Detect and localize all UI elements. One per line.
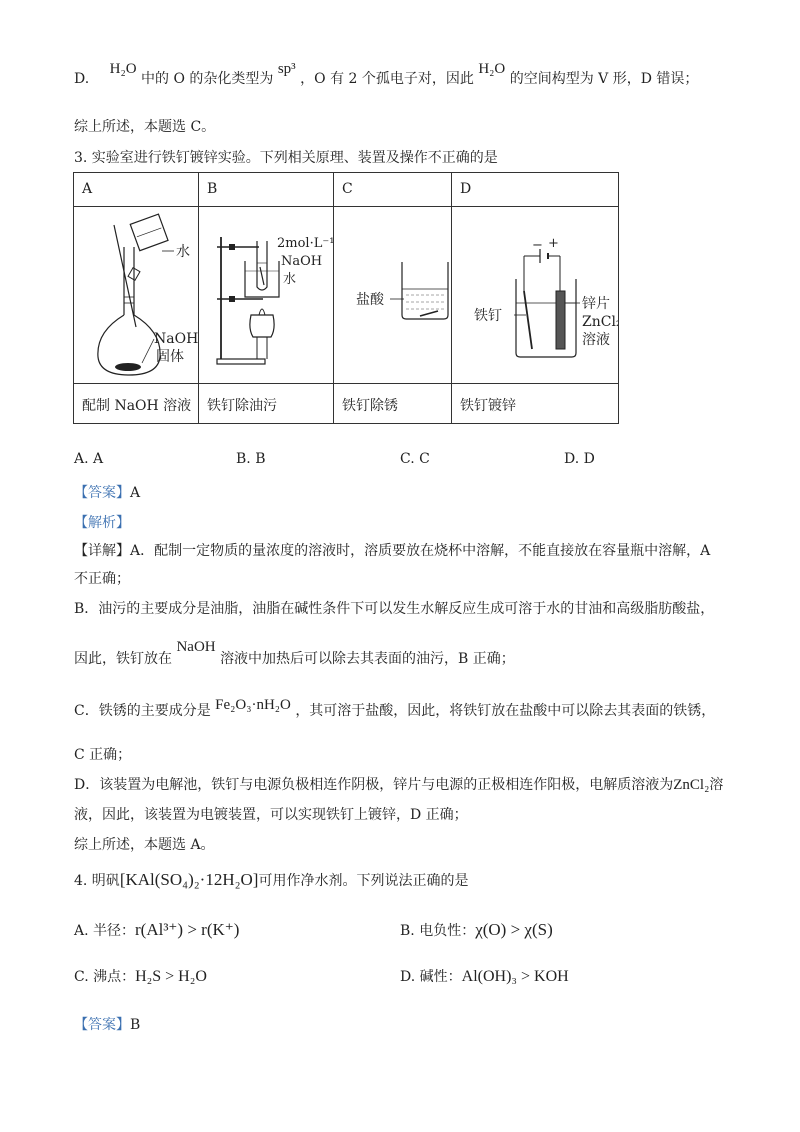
- label-solid: 固体: [156, 349, 184, 365]
- stand-base: [217, 359, 265, 364]
- q4-option-b: B. 电负性：χ(O) > χ(S): [400, 920, 553, 939]
- header-b: B: [199, 173, 334, 207]
- electroplating-diagram: [452, 207, 618, 379]
- label-acid: 盐酸: [356, 292, 384, 308]
- water-beaker: [245, 261, 279, 297]
- q3-stem: 3. 实验室进行铁钉镀锌实验。下列相关原理、装置及操作不正确的是: [74, 150, 498, 166]
- q3-detail-d2: 液，因此，该装置为电镀装置，可以实现铁钉上镀锌，D 正确；: [74, 807, 468, 823]
- pouring-beaker: [130, 214, 168, 251]
- acid-beaker: [402, 262, 448, 319]
- naoh-solid: [115, 363, 141, 371]
- caption-b: 铁钉除油污: [199, 384, 334, 424]
- caption-d: 铁钉镀锌: [452, 384, 619, 424]
- label-concentration: 2mol·L⁻¹: [277, 236, 333, 251]
- glass-rod: [114, 225, 136, 327]
- q3-detail-b2: 因此，铁钉放在 NaOH 溶液中加热后可以除去其表面的油污，B 正确；: [74, 639, 515, 667]
- iron-nail-d: [524, 291, 532, 349]
- experiment-table: [73, 172, 619, 424]
- q3-analysis-tag: 【解析】: [74, 515, 130, 531]
- label-zncl2: ZnCl₂: [582, 314, 618, 330]
- answer-tag: 【答案】: [74, 485, 130, 501]
- diagram-b: [199, 207, 334, 384]
- q3-detail-b1: B．油污的主要成分是油脂，油脂在碱性条件下可以发生水解反应生成可溶于水的甘油和高级脂肪酸盐，: [74, 601, 715, 617]
- q3-detail-d1: D．该装置为电解池，铁钉与电源负极相连作阴极，锌片与电源的正极相连作阳极，电解质溶液为ZnCl₂溶: [74, 777, 724, 793]
- label-solution: 溶液: [582, 332, 610, 348]
- q3-detail-a2: 不正确；: [74, 571, 130, 587]
- header-d: D: [452, 173, 619, 207]
- q3-detail-c1: C．铁锈的主要成分是 Fe₂O₃·nH₂O ，其可溶于盐酸，因此，将铁钉放在盐酸中可以除去其表面的铁锈，: [74, 697, 716, 719]
- label-zinc: 锌片: [582, 296, 610, 312]
- q3-option-c: C. C: [400, 451, 430, 467]
- table-header-row: [74, 173, 619, 207]
- label-naoh-b: NaOH: [281, 254, 323, 269]
- q4-answer: 【答案】B: [74, 1017, 141, 1033]
- label-plus: +: [548, 236, 559, 251]
- header-c: C: [334, 173, 452, 207]
- h2o-formula: H₂O: [109, 61, 137, 77]
- q3-detail-c2: C 正确；: [74, 747, 132, 763]
- q4-option-c: C. 沸点：H₂S > H₂O: [74, 968, 207, 985]
- diagram-a: [74, 207, 199, 384]
- q3-option-b: B. B: [236, 451, 266, 467]
- test-tube: [257, 241, 267, 290]
- zncl2-formula: ZnCl₂: [673, 777, 710, 793]
- label-minus: −: [532, 238, 543, 253]
- table-diagram-row: [74, 207, 619, 384]
- volumetric-flask-diagram: [74, 207, 198, 379]
- prev-summary: 综上所述，本题选 C。: [74, 119, 216, 135]
- acid-beaker-diagram: [334, 207, 451, 379]
- label-water: 水: [176, 244, 190, 260]
- q4-stem: 4. 明矾[KAl(SO₄)₂·12H₂O]可用作净水剂。下列说法正确的是: [74, 870, 469, 889]
- prev-d-line: D. H₂O 中的 O 的杂化类型为 sp³ ，O 有 2 个孤电子对，因此 H₂O 的空间构型为 V 形，D 错误；: [74, 61, 699, 87]
- alum-formula: [KAl(SO₄)₂·12H₂O]: [119, 870, 259, 889]
- q3-summary: 综上所述，本题选 A。: [74, 837, 215, 853]
- diagram-c: [334, 207, 452, 384]
- q4-option-d: D. 碱性：Al(OH)₃ > KOH: [400, 968, 569, 985]
- diagram-d: [452, 207, 619, 384]
- label-water-b: 水: [283, 272, 297, 287]
- q3-detail-a: 【详解】A．配制一定物质的量浓度的溶液时，溶质要放在烧杯中溶解，不能直接放在容量瓶中溶解，A: [74, 543, 711, 559]
- plating-beaker: [516, 279, 576, 357]
- label-nail: 铁钉: [474, 308, 502, 324]
- q3-option-a: A. A: [74, 451, 104, 467]
- q3-option-d: D. D: [564, 451, 595, 467]
- alcohol-burner: [250, 315, 274, 337]
- sp3-formula: sp³: [277, 61, 296, 77]
- rust-formula: Fe₂O₃·nH₂O: [215, 697, 291, 713]
- q4-option-a: A. 半径：r(Al³⁺) > r(K⁺): [74, 920, 240, 939]
- label-naoh: NaOH: [154, 331, 198, 347]
- caption-c: 铁钉除锈: [334, 384, 452, 424]
- naoh-formula: NaOH: [176, 639, 216, 655]
- water-bath-diagram: [199, 207, 333, 379]
- table-caption-row: [74, 384, 619, 424]
- h2o-formula-2: H₂O: [478, 61, 506, 77]
- caption-a: 配制 NaOH 溶液: [74, 384, 199, 424]
- iron-nail-c: [420, 311, 438, 316]
- q3-answer: 【答案】A: [74, 485, 141, 501]
- header-a: A: [74, 173, 199, 207]
- zinc-plate: [556, 291, 565, 349]
